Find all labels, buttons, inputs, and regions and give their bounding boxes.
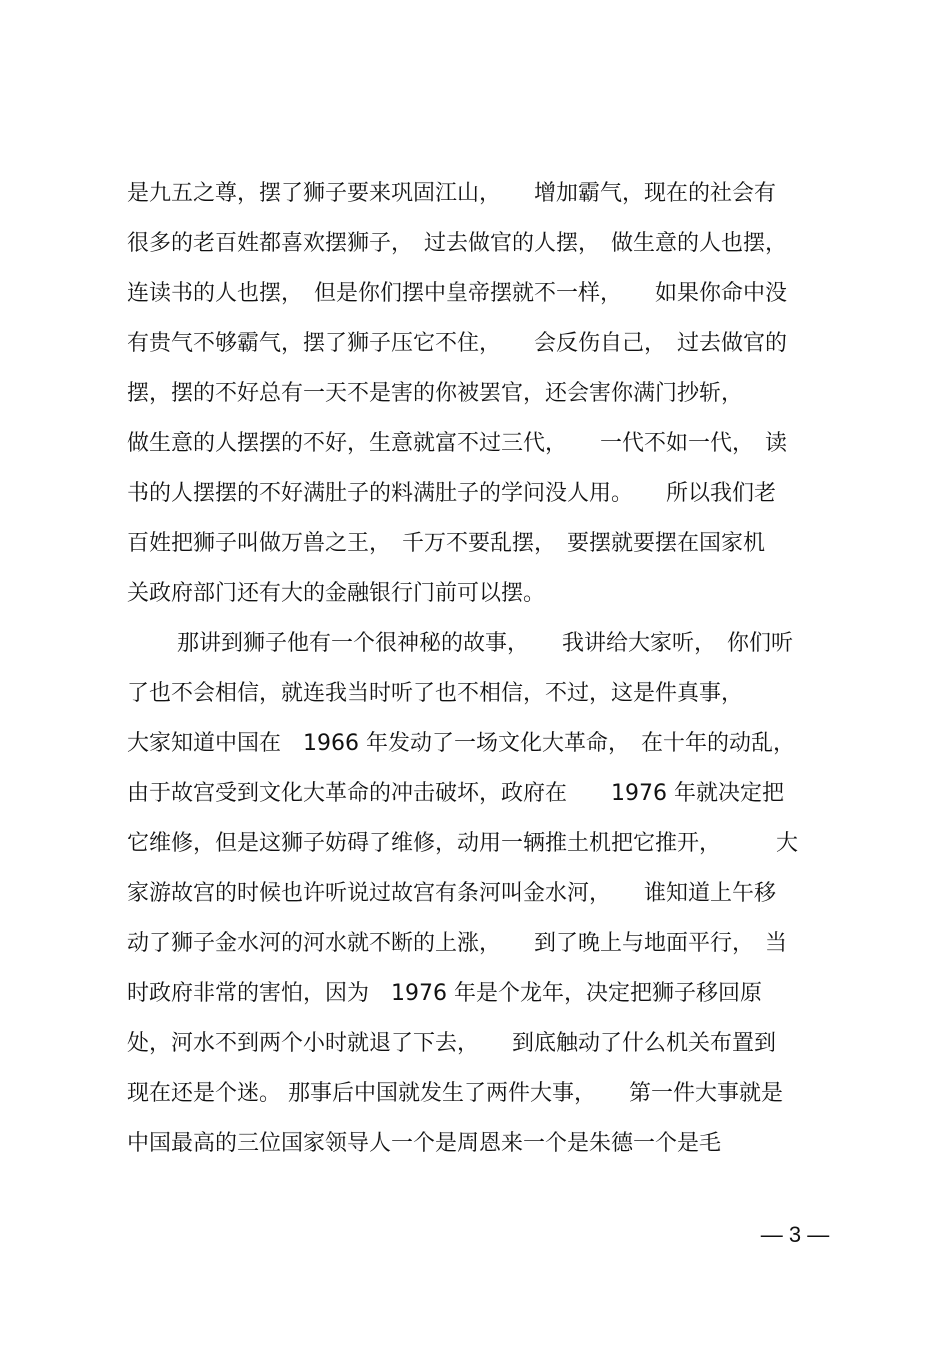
body-text	[127, 174, 847, 1174]
text-line: 动了狮子金水河的河水就不断的上涨， 到了晚上与地面平行， 当	[127, 931, 788, 956]
text-line: 处，河水不到两个小时就退了下去， 到底触动了什么机关布置到	[127, 1031, 777, 1056]
text-line: 摆，摆的不好总有一天不是害的你被罢官，还会害你满门抄斩，	[127, 381, 744, 406]
text-line: 有贵气不够霸气，摆了狮子压它不住， 会反伤自己， 过去做官的	[127, 331, 788, 356]
text-line: 中国最高的三位国家领导人一个是周恩来一个是朱德一个是毛	[127, 1131, 722, 1156]
text-line: 很多的老百姓都喜欢摆狮子， 过去做官的人摆， 做生意的人也摆，	[127, 231, 788, 256]
text-line: 现在还是个迷。 那事后中国就发生了两件大事， 第一件大事就是	[127, 1081, 783, 1106]
text-line: 时政府非常的害怕，因为 1976 年是个龙年，决定把狮子移回原	[127, 981, 762, 1006]
text-line: 了也不会相信，就连我当时听了也不相信，不过，这是件真事，	[127, 681, 744, 706]
text-line: 是九五之尊，摆了狮子要来巩固江山， 增加霸气，现在的社会有	[127, 181, 777, 206]
text-line: 由于故宫受到文化大革命的冲击破坏，政府在 1976 年就决定把	[127, 781, 784, 806]
page-number: — 3 —	[760, 1222, 830, 1247]
text-line: 它维修，但是这狮子妨碍了维修，动用一辆推土机把它推开， 大	[127, 831, 799, 856]
text-line: 做生意的人摆摆的不好，生意就富不过三代， 一代不如一代， 读	[127, 431, 788, 456]
text-line: 家游故宫的时候也许听说过故宫有条河叫金水河， 谁知道上午移	[127, 881, 777, 906]
text-line: 关政府部门还有大的金融银行门前可以摆。	[127, 581, 546, 606]
text-line: 大家知道中国在 1966 年发动了一场文化大革命， 在十年的动乱，	[127, 731, 795, 756]
text-line: 连读书的人也摆， 但是你们摆中皇帝摆就不一样， 如果你命中没	[127, 281, 788, 306]
text-line: 百姓把狮子叫做万兽之王， 千万不要乱摆， 要摆就要摆在国家机	[127, 531, 766, 556]
paragraph-start-line: 那讲到狮子他有一个很神秘的故事， 我讲给大家听， 你们听	[177, 631, 794, 656]
text-line: 书的人摆摆的不好满肚子的料满肚子的学问没人用。 所以我们老	[127, 481, 777, 506]
